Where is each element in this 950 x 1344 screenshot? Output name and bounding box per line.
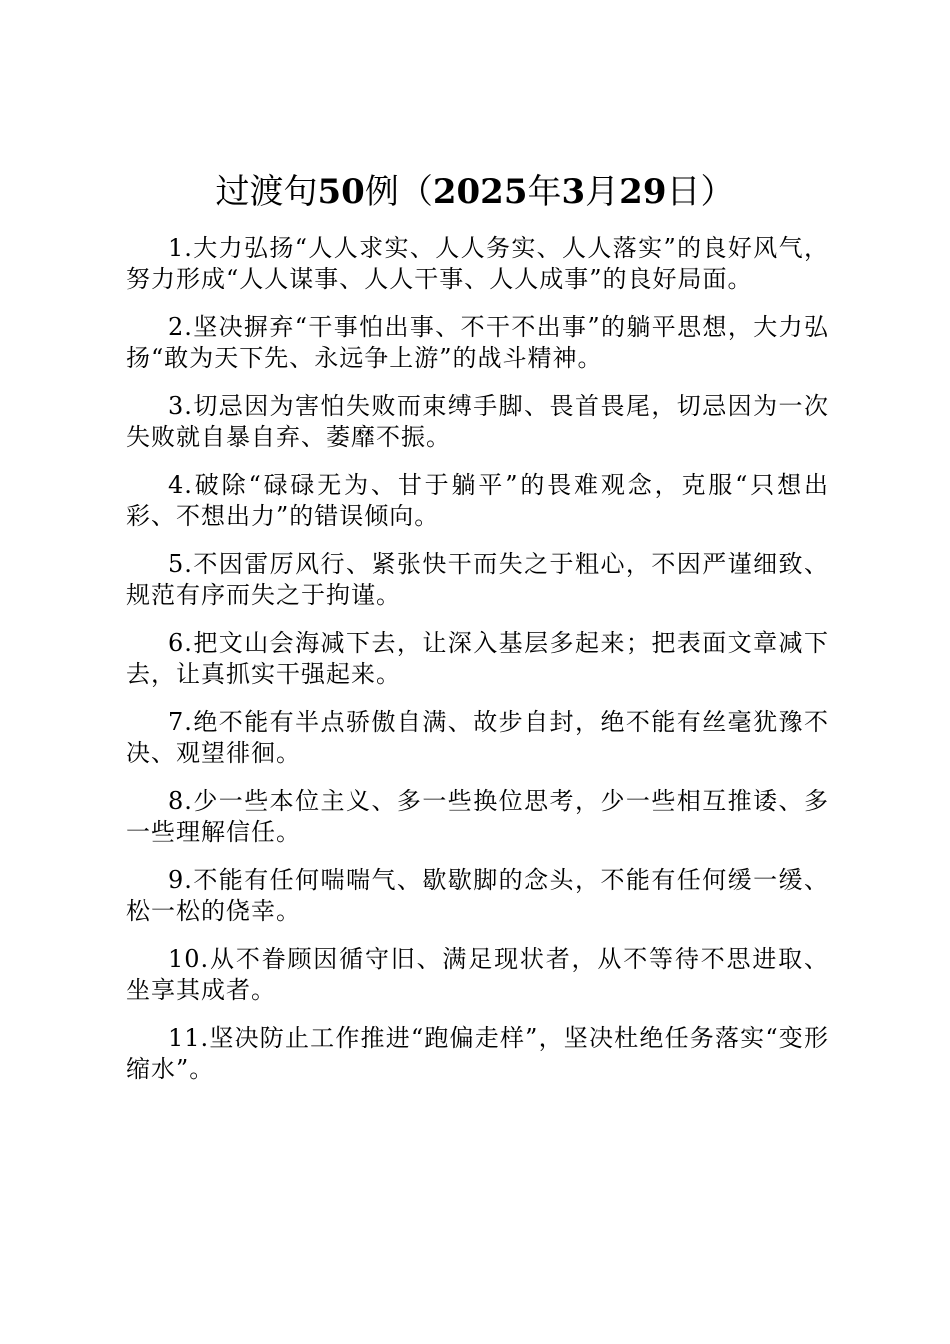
document-body <box>126 233 829 1102</box>
list-item: 1.大力弘扬“人人求实、人人务实、人人落实”的良好风气，努力形成“人人谋事、人人干事、人人成事”的良好局面。 <box>126 234 829 293</box>
title-day-suffix: 日） <box>666 172 735 212</box>
list-item: 4.破除“碌碌无为、甘于躺平”的畏难观念，克服“只想出彩、不想出力”的错误倾向。 <box>126 471 829 530</box>
title-month: 3 <box>561 172 586 212</box>
title-year: 2025 <box>432 172 528 212</box>
list-item: 8.少一些本位主义、多一些换位思考，少一些相互推诿、多一些理解信任。 <box>126 787 829 846</box>
title-text-1: 过渡句 <box>215 172 318 212</box>
document-title <box>0 170 950 214</box>
list-item: 3.切忌因为害怕失败而束缚手脚、畏首畏尾，切忌因为一次失败就自暴自弃、萎靡不振。 <box>126 392 829 451</box>
title-day: 29 <box>619 172 667 212</box>
list-item: 6.把文山会海减下去，让深入基层多起来；把表面文章减下去，让真抓实干强起来。 <box>126 629 829 688</box>
title-year-suffix: 年 <box>527 172 562 212</box>
list-item: 9.不能有任何喘喘气、歇歇脚的念头，不能有任何缓一缓、松一松的侥幸。 <box>126 866 829 925</box>
title-number-50: 50 <box>317 172 365 212</box>
list-item: 5.不因雷厉风行、紧张快干而失之于粗心，不因严谨细致、规范有序而失之于拘谨。 <box>126 550 829 609</box>
list-item: 10.从不眷顾因循守旧、满足现状者，从不等待不思进取、坐享其成者。 <box>126 945 829 1004</box>
list-item: 2.坚决摒弃“干事怕出事、不干不出事”的躺平思想，大力弘扬“敢为天下先、永远争上游”的战斗精神。 <box>126 313 829 372</box>
title-text-2: 例（ <box>364 172 433 212</box>
title-month-suffix: 月 <box>585 172 620 212</box>
list-item: 11.坚决防止工作推进“跑偏走样”，坚决杜绝任务落实“变形缩水”。 <box>126 1024 829 1083</box>
list-item: 7.绝不能有半点骄傲自满、故步自封，绝不能有丝毫犹豫不决、观望徘徊。 <box>126 708 829 767</box>
